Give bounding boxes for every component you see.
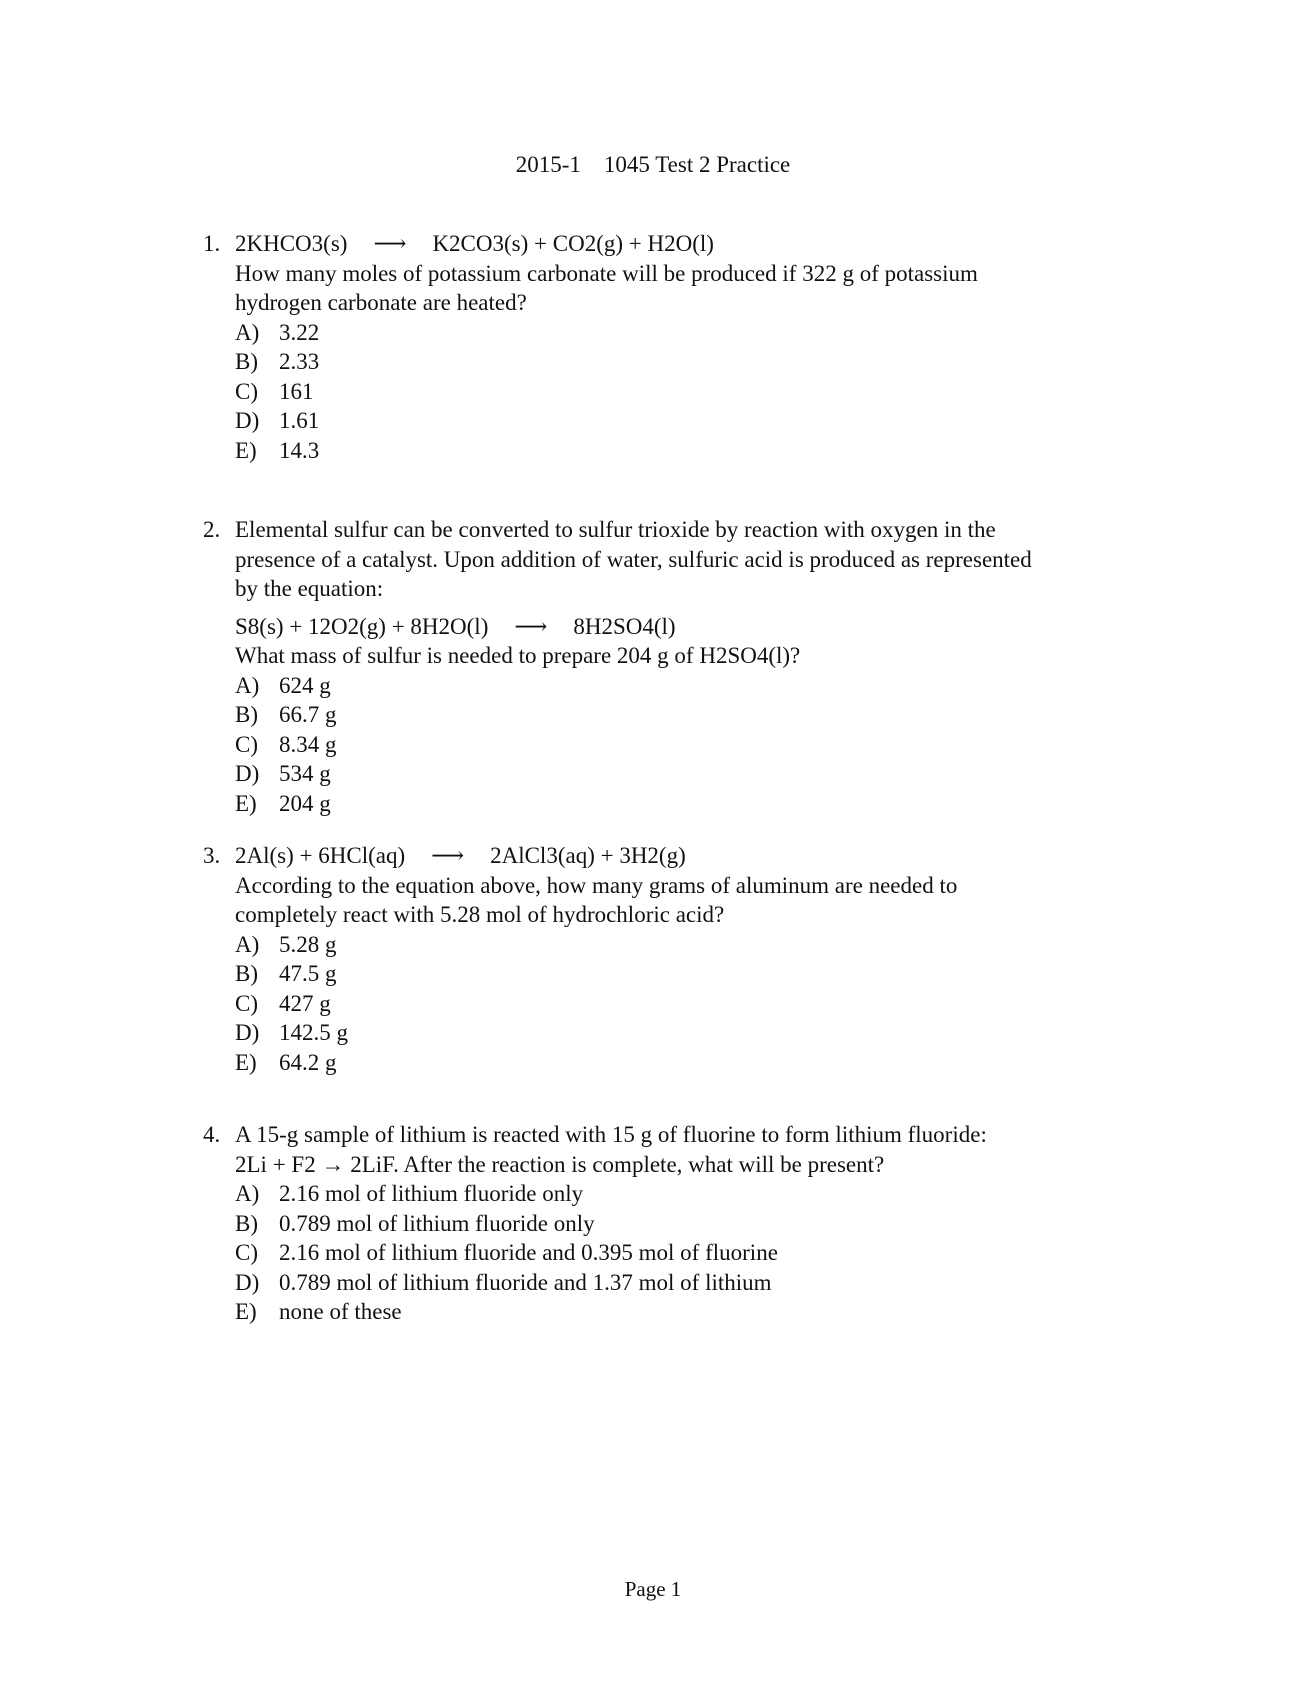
question-text: According to the equation above, how many grams of aluminum are needed to xyxy=(235,872,958,898)
answer-option-e: E) 14.3 xyxy=(235,437,320,463)
question-text: by the equation: xyxy=(235,576,384,601)
question-text: A 15-g sample of lithium is reacted with 15 g of fluorine to form lithium fluoride: xyxy=(235,1122,987,1147)
answer-option-e: E) 64.2 g xyxy=(235,1049,337,1075)
answer-option-c: C) 2.16 mol of lithium fluoride and 0.395 mol of fluorine xyxy=(235,1240,778,1265)
equation-products: 8H2SO4(l) xyxy=(573,613,676,639)
equation-products: 2AlCl3(aq) + 3H2(g) xyxy=(490,843,686,868)
page-number: Page 1 xyxy=(624,1577,682,1601)
reaction-arrow: ⟶ xyxy=(514,613,548,639)
question-number: 1. xyxy=(203,231,221,256)
page-title: 2015-1 1045 Test 2 Practice xyxy=(515,152,791,177)
answer-option-d: D) 534 g xyxy=(235,761,331,786)
answer-option-a: A) 2.16 mol of lithium fluoride only xyxy=(235,1181,584,1206)
question-text: What mass of sulfur is needed to prepare 204 g of H2SO4(l)? xyxy=(235,643,801,668)
answer-option-d: D) 0.789 mol of lithium fluoride and 1.37 mol of lithium xyxy=(235,1269,772,1295)
equation-reactants: S8(s) + 12O2(g) + 8H2O(l) xyxy=(235,613,489,639)
question-number: 4. xyxy=(203,1122,221,1147)
equation-products: K2CO3(s) + CO2(g) + H2O(l) xyxy=(432,231,714,256)
question-3 xyxy=(203,841,1143,1077)
question-4 xyxy=(203,1120,1143,1327)
question-text: How many moles of potassium carbonate will be produced if 322 g of potassium xyxy=(235,260,978,286)
question-text: completely react with 5.28 mol of hydrochloric acid? xyxy=(235,902,725,927)
reaction-arrow: ⟶ xyxy=(373,231,407,256)
question-number: 2. xyxy=(203,517,221,542)
question-text: presence of a catalyst. Upon addition of water, sulfuric acid is produced as represented xyxy=(235,546,1032,572)
question-text: Elemental sulfur can be converted to sulfur trioxide by reaction with oxygen in the xyxy=(235,517,996,542)
chemical-equation xyxy=(235,229,1143,259)
answer-option-a: A) 5.28 g xyxy=(235,931,337,957)
answer-option-e: E) 204 g xyxy=(235,790,331,816)
answer-option-c: C) 161 xyxy=(235,378,314,404)
answer-option-b: B) 47.5 g xyxy=(235,961,337,986)
question-text: hydrogen carbonate are heated? xyxy=(235,290,527,315)
answer-option-c: C) 427 g xyxy=(235,990,331,1016)
answer-option-c: C) 8.34 g xyxy=(235,731,337,757)
answer-option-d: D) 142.5 g xyxy=(235,1020,348,1045)
answer-option-a: A) 624 g xyxy=(235,672,331,698)
reaction-arrow: ⟶ xyxy=(431,843,465,868)
answer-option-b: B) 0.789 mol of lithium fluoride only xyxy=(235,1210,595,1236)
question-text: 2Li + F2 → 2LiF. After the reaction is complete, what will be present? xyxy=(235,1151,885,1177)
question-1 xyxy=(203,229,1143,465)
answer-option-b: B) 2.33 xyxy=(235,349,320,374)
equation-reactants: 2KHCO3(s) xyxy=(235,231,348,256)
answer-option-e: E) none of these xyxy=(235,1299,402,1324)
answer-option-d: D) 1.61 xyxy=(235,408,320,433)
chemical-equation xyxy=(235,612,1143,642)
chemical-equation xyxy=(235,841,1143,871)
answer-option-a: A) 3.22 xyxy=(235,319,320,345)
equation-reactants: 2Al(s) + 6HCl(aq) xyxy=(235,843,406,868)
question-number: 3. xyxy=(203,843,221,868)
answer-option-b: B) 66.7 g xyxy=(235,702,337,727)
question-2 xyxy=(203,515,1143,818)
